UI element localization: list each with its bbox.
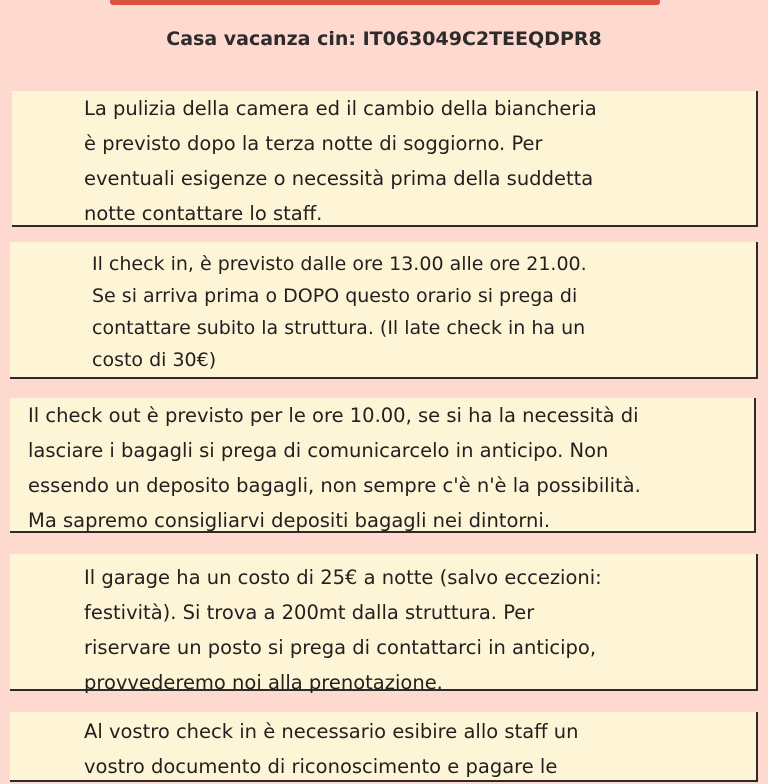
- note-text-check-in: Il check in, è previsto dalle ore 13.00 alle ore 21.00. Se si arriva prima o DOPO questo orario si prega di contattare subito la struttura. (Il late check in ha un costo di 30€): [92, 253, 587, 371]
- note-text-check-out: Il check out è previsto per le ore 10.00, se si ha la necessità di lasciare i bagagli si prega di comunicarcelo in anticipo. Non essendo un deposito bagagli, non sempre c'è n'è la possibilità. Ma sapremo consigliarvi depositi bagagli nei dintorni.: [28, 404, 641, 532]
- note-text-garage: Il garage ha un costo di 25€ a notte (salvo eccezioni: festività). Si trova a 200mt dalla struttura. Per riservare un posto si prega di contattarci in anticipo, provvederemo noi alla prenotazione.: [84, 566, 602, 694]
- cin-header: Casa vacanza cin: IT063049C2TEEQDPR8: [166, 28, 602, 50]
- note-card-cleaning: [12, 91, 758, 227]
- note-card-documents: [10, 712, 758, 782]
- note-card-check-in: [10, 242, 758, 379]
- top-accent-rule: [110, 0, 660, 5]
- note-card-garage: [10, 554, 758, 694]
- note-text-cleaning: La pulizia della camera ed il cambio della biancheria è previsto dopo la terza notte di soggiorno. Per eventuali esigenze o necessità prima della suddetta notte contattare lo staff.: [84, 97, 597, 225]
- note-card-check-out: [10, 398, 756, 533]
- note-text-documents: Al vostro check in è necessario esibire allo staff un vostro documento di riconoscimento e pagare le: [84, 720, 579, 778]
